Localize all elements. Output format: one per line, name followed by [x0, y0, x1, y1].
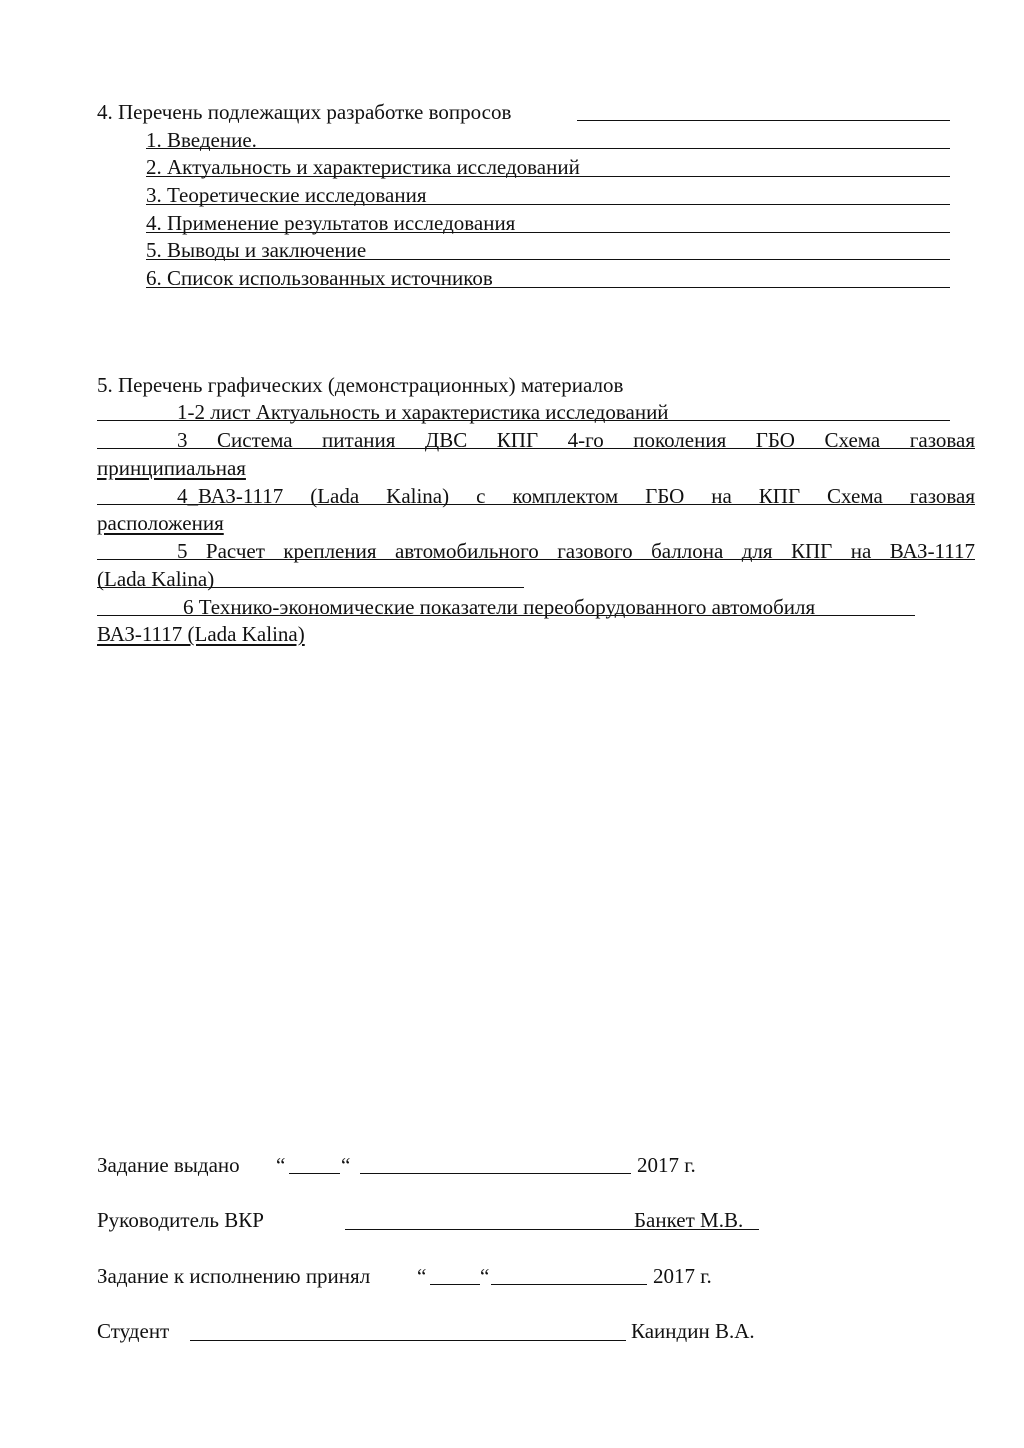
section5-item-1-line — [175, 420, 950, 421]
student-name: Каиндин В.А. — [631, 1319, 755, 1343]
accepted-quote-close: “ — [480, 1264, 490, 1288]
section5-item-3-line1: 4_ВАЗ-1117 (Lada Kalina) с комплектом ГБО на КПГ Схема газовая — [177, 484, 975, 508]
issued-quote-close: “ — [341, 1153, 351, 1177]
issued-day-line — [289, 1173, 340, 1174]
student-label: Студент — [97, 1319, 170, 1343]
section5-item-2-lead-line — [97, 448, 175, 449]
section4-item-1: 1. Введение. — [146, 128, 257, 152]
section5-item-3-line1-underline — [175, 504, 975, 505]
student-signature-line — [190, 1340, 626, 1341]
section5-item-1-lead-line — [97, 420, 175, 421]
section4-item-2: 2. Актуальность и характеристика исследований — [146, 155, 580, 179]
section4-item-6-line — [146, 287, 950, 288]
section5-item-5-line1-underline — [181, 615, 915, 616]
section4-item-6: 6. Список использованных источников — [146, 266, 493, 290]
section4-item-5-line — [146, 259, 950, 260]
section5-item-2-line1: 3 Система питания ДВС КПГ 4-го поколения ГБО Схема газовая — [177, 428, 975, 452]
section5-heading: 5. Перечень графических (демонстрационных) материалов — [97, 373, 624, 397]
section4-item-2-line — [146, 176, 950, 177]
section5-item-2-line2: принципиальная — [97, 456, 246, 480]
section5-item-2-line1-underline — [175, 448, 975, 449]
issued-quote-open: “ — [276, 1153, 286, 1177]
section5-item-4-lead-line — [97, 559, 175, 560]
section4-item-1-line — [146, 148, 950, 149]
supervisor-name: Банкет М.В. — [634, 1208, 744, 1232]
section5-item-1: 1-2 лист Актуальность и характеристика исследований — [177, 400, 669, 424]
section5-item-4-line2-underline — [97, 587, 524, 588]
section5-item-5-lead-line — [97, 615, 181, 616]
section5-item-5-line1: 6 Технико-экономические показатели переоборудованного автомобиля — [183, 595, 816, 619]
issued-year: 2017 г. — [637, 1153, 696, 1177]
section5-item-4-line2: (Lada Kalina) — [97, 567, 215, 591]
issued-label: Задание выдано — [97, 1153, 240, 1177]
accepted-label: Задание к исполнению принял — [97, 1264, 371, 1288]
supervisor-label: Руководитель ВКР — [97, 1208, 264, 1232]
section4-item-3-line — [146, 204, 950, 205]
section4-heading-line — [577, 120, 950, 121]
section5-item-4-line1: 5 Расчет крепления автомобильного газового баллона для КПГ на ВАЗ-1117 — [177, 539, 975, 563]
accepted-quote-open: “ — [417, 1264, 427, 1288]
section5-item-3-line2: расположения — [97, 511, 224, 535]
section5-item-5-line2: ВАЗ-1117 (Lada Kalina) — [97, 622, 305, 646]
section5-item-3-lead-line — [97, 504, 175, 505]
accepted-day-line — [430, 1284, 480, 1285]
section4-heading: 4. Перечень подлежащих разработке вопросов — [97, 100, 512, 124]
section4-item-4-line — [146, 232, 950, 233]
accepted-month-line — [491, 1284, 647, 1285]
section4-item-5: 5. Выводы и заключение — [146, 238, 367, 262]
section4-item-4: 4. Применение результатов исследования — [146, 211, 516, 235]
accepted-year: 2017 г. — [653, 1264, 712, 1288]
section5-item-4-line1-underline — [175, 559, 975, 560]
issued-month-line — [360, 1173, 631, 1174]
section4-item-3: 3. Теоретические исследования — [146, 183, 427, 207]
